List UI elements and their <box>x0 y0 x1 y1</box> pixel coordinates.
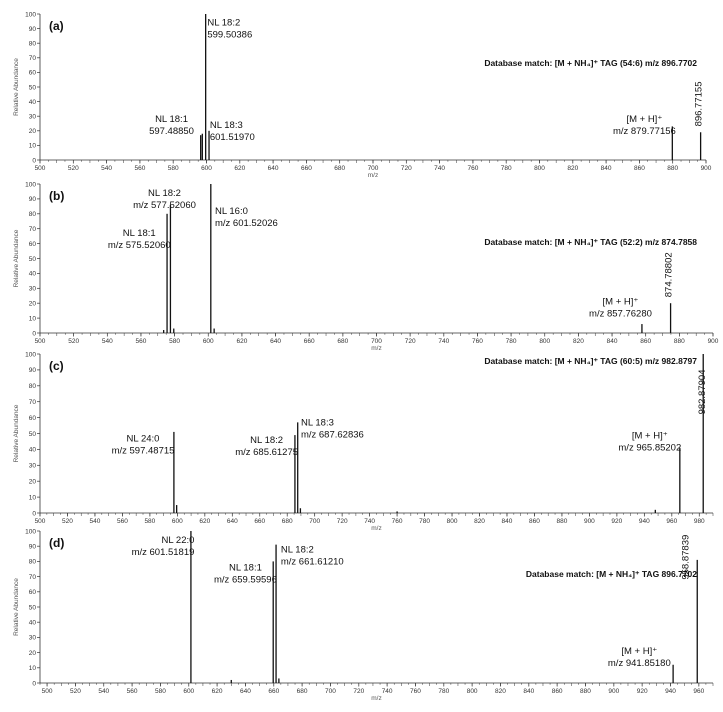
y-axis-title: Relative Abundance <box>13 404 20 463</box>
spectrum-panel-4 <box>13 528 713 702</box>
panel-label: (d) <box>49 536 65 550</box>
x-tick-label: 780 <box>505 338 517 345</box>
peak-annotation <box>207 18 252 41</box>
x-tick-label: 860 <box>529 518 540 525</box>
x-tick-label: 780 <box>500 165 512 172</box>
y-tick-label: 80 <box>28 383 36 391</box>
annotation-title: NL 18:1 <box>228 562 262 574</box>
x-tick-label: 760 <box>410 688 421 695</box>
y-tick-label: 40 <box>28 98 36 106</box>
y-tick-label: 90 <box>28 25 36 33</box>
y-tick-label: 20 <box>28 649 36 657</box>
peak-annotation <box>108 228 171 251</box>
x-tick-label: 700 <box>371 338 382 345</box>
x-tick-label: 660 <box>300 165 312 172</box>
annotation-title: NL 18:3 <box>209 119 243 131</box>
x-tick-label: 800 <box>534 165 545 172</box>
y-tick-label: 90 <box>28 196 36 204</box>
y-tick-label: 70 <box>28 226 36 233</box>
x-tick-label: 600 <box>201 165 212 172</box>
x-tick-label: 900 <box>608 688 620 695</box>
x-tick-label: 660 <box>303 338 315 345</box>
x-tick-label: 920 <box>611 518 623 525</box>
y-tick-label: 80 <box>28 558 36 566</box>
x-tick-label: 560 <box>134 165 146 172</box>
y-axis-title: Relative Abundance <box>13 58 20 116</box>
annotation-title: [M + H]⁺ <box>621 646 658 658</box>
y-tick-label: 20 <box>28 478 36 486</box>
database-match-label: Database match: [M + NH₄]⁺ TAG 896.7702 <box>525 569 697 579</box>
x-tick-label: 620 <box>211 688 223 695</box>
x-tick-label: 520 <box>69 688 81 695</box>
peak-annotation <box>618 430 681 453</box>
annotation-mz: m/z 879.77156 <box>612 126 676 138</box>
x-tick-label: 680 <box>281 518 293 525</box>
y-tick-label: 30 <box>28 113 36 121</box>
peak-mz-label-vertical: 958.87839 <box>680 534 692 580</box>
x-tick-label: 600 <box>183 688 195 695</box>
y-tick-label: 60 <box>28 414 36 422</box>
x-tick-label: 900 <box>707 338 719 345</box>
database-match-label: Database match: [M + NH₄]⁺ TAG (54:6) m/z 896.7702 <box>484 58 697 68</box>
annotation-title: [M + H]⁺ <box>626 114 663 126</box>
annotation-mz: m/z 575.52060 <box>107 240 171 252</box>
x-tick-label: 740 <box>434 165 446 172</box>
annotation-mz: m/z 601.52026 <box>214 217 278 229</box>
y-tick-label: 50 <box>28 84 36 92</box>
x-tick-label: 660 <box>254 518 266 525</box>
x-tick-label: 940 <box>665 688 676 695</box>
annotation-title: NL 22:0 <box>161 535 195 547</box>
x-tick-label: 820 <box>495 688 506 695</box>
x-tick-label: 760 <box>467 165 479 172</box>
annotation-mz: m/z 685.61275 <box>235 447 299 459</box>
x-tick-label: 720 <box>400 165 412 172</box>
annotation-mz: m/z 661.61210 <box>280 556 344 568</box>
y-tick-label: 70 <box>28 399 36 406</box>
peak-mz-label-vertical: 896.77155 <box>693 81 705 127</box>
x-tick-label: 540 <box>101 165 113 172</box>
x-tick-label: 640 <box>270 338 281 345</box>
x-tick-label: 540 <box>101 338 113 345</box>
x-tick-label: 740 <box>364 518 376 525</box>
x-tick-label: 600 <box>171 518 183 525</box>
peak-annotation <box>149 114 194 137</box>
x-tick-label: 640 <box>267 165 279 172</box>
peak-mz-label-vertical: 982.87904 <box>697 369 709 415</box>
peak-mz-label-vertical: 874.78802 <box>663 252 675 298</box>
x-tick-label: 800 <box>446 518 458 525</box>
x-tick-label: 700 <box>309 518 321 525</box>
peak-annotation <box>132 535 195 558</box>
y-tick-label: 0 <box>32 330 36 338</box>
x-tick-label: 680 <box>296 688 308 695</box>
x-tick-label: 840 <box>606 338 618 345</box>
x-tick-label: 840 <box>501 518 513 525</box>
panel-label: (a) <box>49 19 64 33</box>
x-tick-label: 620 <box>236 338 248 345</box>
x-tick-label: 520 <box>62 518 73 525</box>
peak-annotation <box>235 435 298 458</box>
x-tick-label: 820 <box>474 518 485 525</box>
peak-annotation <box>112 433 175 456</box>
x-tick-label: 800 <box>539 338 551 345</box>
x-tick-label: 700 <box>367 165 379 172</box>
x-tick-label: 520 <box>68 338 80 345</box>
y-tick-label: 60 <box>28 240 36 248</box>
x-tick-label: 820 <box>567 165 579 172</box>
y-tick-label: 30 <box>28 462 36 470</box>
x-axis-title: m/z <box>371 345 382 352</box>
annotation-mz: m/z 601.51819 <box>131 547 195 559</box>
annotation-title: NL 24:0 <box>126 433 160 445</box>
annotation-mz: m/z 659.59596 <box>214 574 277 586</box>
annotation-mz: 597.48850 <box>149 126 194 138</box>
annotation-mz: m/z 597.48715 <box>111 445 175 457</box>
x-tick-label: 740 <box>381 688 393 695</box>
x-tick-label: 880 <box>667 165 679 172</box>
x-tick-label: 500 <box>41 688 53 695</box>
x-tick-label: 640 <box>240 688 251 695</box>
y-tick-label: 10 <box>28 665 36 673</box>
x-tick-label: 860 <box>640 338 652 345</box>
y-tick-label: 0 <box>32 680 36 688</box>
spectrum-panel-3 <box>13 351 713 532</box>
x-tick-label: 620 <box>234 165 246 172</box>
x-tick-label: 680 <box>337 338 349 345</box>
annotation-title: NL 18:2 <box>280 544 314 556</box>
y-tick-label: 70 <box>28 573 36 581</box>
x-tick-label: 840 <box>600 165 612 172</box>
x-tick-label: 820 <box>572 338 584 345</box>
x-tick-label: 580 <box>144 518 156 525</box>
x-tick-label: 540 <box>89 518 101 525</box>
annotation-title: NL 16:0 <box>214 205 248 217</box>
y-tick-label: 30 <box>28 285 36 293</box>
y-tick-label: 50 <box>28 604 36 612</box>
x-tick-label: 940 <box>638 518 650 525</box>
x-axis-title: m/z <box>371 525 382 532</box>
x-tick-label: 780 <box>419 518 431 525</box>
x-tick-label: 760 <box>472 338 483 345</box>
x-tick-label: 520 <box>67 165 79 172</box>
x-tick-label: 880 <box>556 518 568 525</box>
x-tick-label: 500 <box>34 518 46 525</box>
x-tick-label: 900 <box>700 165 712 172</box>
x-tick-label: 840 <box>523 688 535 695</box>
x-tick-label: 560 <box>126 688 138 695</box>
annotation-title: NL 18:1 <box>155 114 188 126</box>
y-tick-label: 10 <box>28 315 36 323</box>
x-tick-label: 600 <box>202 338 214 345</box>
y-tick-label: 80 <box>28 211 36 219</box>
peak-annotation <box>613 114 676 137</box>
database-match-label: Database match: [M + NH₄]⁺ TAG (60:5) m/z 982.8797 <box>484 356 697 366</box>
peak-annotation <box>210 120 255 143</box>
y-tick-label: 50 <box>28 430 36 438</box>
annotation-mz: 601.51970 <box>209 131 255 143</box>
annotation-title: NL 18:2 <box>148 187 181 199</box>
panel-label: (c) <box>49 359 64 373</box>
y-tick-label: 90 <box>28 367 36 375</box>
annotation-title: NL 18:2 <box>207 17 241 29</box>
x-tick-label: 720 <box>404 338 416 345</box>
x-tick-label: 860 <box>633 165 645 172</box>
x-tick-label: 780 <box>438 688 450 695</box>
x-tick-label: 620 <box>199 518 211 525</box>
spectrum-panel-2 <box>13 181 719 352</box>
y-tick-label: 90 <box>28 543 36 551</box>
x-tick-label: 920 <box>636 688 648 695</box>
x-tick-label: 640 <box>226 518 238 525</box>
y-tick-label: 70 <box>28 55 36 63</box>
x-tick-label: 980 <box>693 518 705 525</box>
annotation-title: NL 18:1 <box>122 228 156 240</box>
annotation-title: NL 18:3 <box>300 417 334 429</box>
x-tick-label: 800 <box>466 688 478 695</box>
x-tick-label: 560 <box>116 518 128 525</box>
x-axis-title: m/z <box>367 172 379 179</box>
annotation-mz: m/z 941.85180 <box>607 658 671 670</box>
annotation-title: NL 18:2 <box>250 435 284 447</box>
y-tick-label: 10 <box>28 142 36 150</box>
y-tick-label: 80 <box>28 40 36 48</box>
x-tick-label: 900 <box>583 518 595 525</box>
x-tick-label: 680 <box>334 165 346 172</box>
x-tick-label: 720 <box>336 518 348 525</box>
database-match-label: Database match: [M + NH₄]⁺ TAG (52:2) m/z 874.7858 <box>484 237 697 247</box>
x-tick-label: 720 <box>353 688 365 695</box>
peak-annotation <box>133 188 196 211</box>
annotation-mz: 599.50386 <box>207 29 253 41</box>
y-axis-title: Relative Abundance <box>13 229 20 288</box>
x-tick-label: 760 <box>391 518 403 525</box>
peak-annotation <box>608 646 671 669</box>
y-tick-label: 10 <box>28 494 36 502</box>
annotation-mz: m/z 687.62836 <box>300 429 364 441</box>
y-tick-label: 40 <box>28 446 36 454</box>
x-tick-label: 580 <box>155 688 166 695</box>
annotation-title: [M + H]⁺ <box>631 430 668 442</box>
peak-annotation <box>215 206 278 229</box>
x-tick-label: 700 <box>325 688 336 695</box>
peak-annotation <box>589 297 652 320</box>
y-tick-label: 0 <box>32 510 36 518</box>
x-tick-label: 740 <box>438 338 450 345</box>
x-tick-label: 560 <box>135 338 147 345</box>
x-tick-label: 540 <box>98 688 110 695</box>
x-tick-label: 880 <box>580 688 591 695</box>
y-tick-label: 100 <box>25 351 36 359</box>
x-axis-title: m/z <box>371 695 382 702</box>
y-tick-label: 50 <box>28 255 36 263</box>
y-tick-label: 0 <box>32 157 36 165</box>
x-tick-label: 500 <box>34 338 46 345</box>
y-tick-label: 100 <box>25 181 36 189</box>
x-tick-label: 500 <box>34 165 46 172</box>
y-tick-label: 30 <box>28 634 36 642</box>
y-tick-label: 60 <box>28 589 36 597</box>
y-tick-label: 100 <box>25 11 36 19</box>
peak-annotation <box>301 418 364 441</box>
x-tick-label: 860 <box>551 688 563 695</box>
x-tick-label: 880 <box>673 338 685 345</box>
x-tick-label: 660 <box>268 688 280 695</box>
y-tick-label: 20 <box>28 128 36 136</box>
y-tick-label: 40 <box>28 619 36 627</box>
panel-label: (b) <box>49 189 65 203</box>
annotation-mz: m/z 965.85202 <box>618 442 682 454</box>
x-tick-label: 960 <box>693 688 705 695</box>
x-tick-label: 580 <box>167 165 179 172</box>
y-tick-label: 100 <box>25 528 36 536</box>
y-axis-title: Relative Abundance <box>13 578 20 636</box>
annotation-mz: m/z 577.52060 <box>133 199 196 211</box>
peak-annotation <box>281 544 344 567</box>
y-tick-label: 20 <box>28 300 36 308</box>
y-tick-label: 40 <box>28 270 36 278</box>
y-tick-label: 60 <box>28 69 36 77</box>
annotation-title: [M + H]⁺ <box>602 296 639 308</box>
spectrum-panel-1 <box>13 11 712 179</box>
x-tick-label: 580 <box>169 338 181 345</box>
x-tick-label: 960 <box>666 518 678 525</box>
annotation-mz: m/z 857.76280 <box>589 308 652 320</box>
peak-annotation <box>214 563 277 586</box>
